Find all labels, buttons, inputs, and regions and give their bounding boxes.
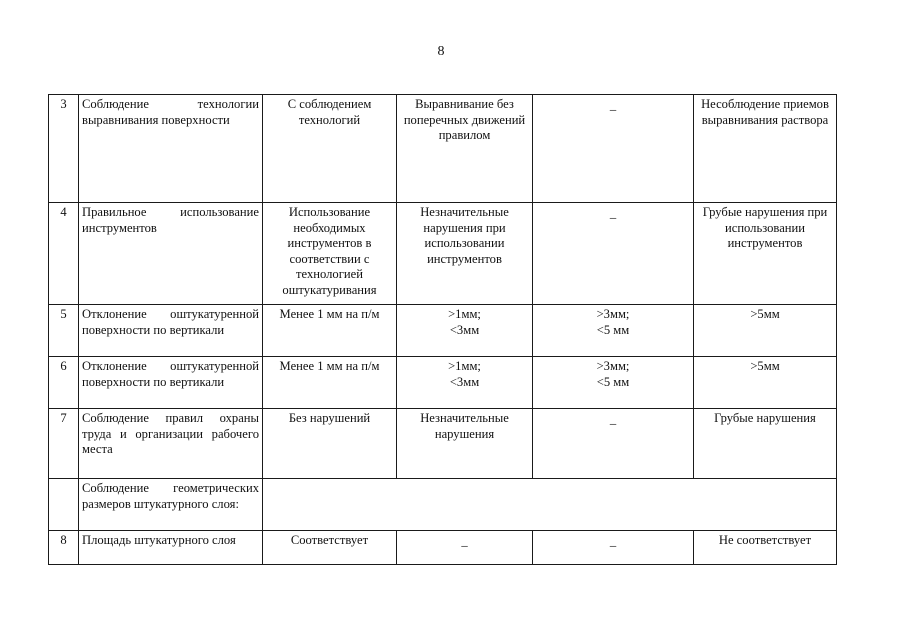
table-row bbox=[49, 479, 837, 531]
unsatisfactory-cell: Не соответствует bbox=[694, 531, 837, 565]
unsatisfactory-cell: Грубые нарушения bbox=[694, 409, 837, 479]
criterion-cell: Правильное использование инструментов bbox=[79, 203, 263, 305]
criterion-cell: Отклонение оштукатуренной поверхности по вертикали bbox=[79, 305, 263, 357]
criterion-cell: Площадь штукатурного слоя bbox=[79, 531, 263, 565]
satisfactory-line-upper: >3мм; bbox=[596, 307, 630, 321]
good-cell bbox=[397, 531, 533, 565]
criterion-cell: Отклонение оштукатуренной поверхности по вертикали bbox=[79, 357, 263, 409]
satisfactory-cell bbox=[533, 95, 694, 203]
good-line-lower: <3мм bbox=[449, 322, 480, 337]
good-cell: Незначительные нарушения bbox=[397, 409, 533, 479]
excellent-cell: С соблюдением технологий bbox=[263, 95, 397, 203]
row-number bbox=[49, 479, 79, 531]
satisfactory-cell bbox=[533, 409, 694, 479]
satisfactory-cell bbox=[533, 357, 694, 409]
satisfactory-cell bbox=[533, 203, 694, 305]
good-line-upper: >1мм; bbox=[448, 359, 481, 373]
table-row bbox=[49, 531, 837, 565]
good-line-lower: <3мм bbox=[449, 374, 480, 389]
criterion-cell: Соблюдение технологии выравнивания поверхности bbox=[79, 95, 263, 203]
satisfactory-line-lower: <5 мм bbox=[596, 322, 630, 337]
good-cell: Незначительные нарушения при использовании инструментов bbox=[397, 203, 533, 305]
table-row bbox=[49, 203, 837, 305]
table-row bbox=[49, 305, 837, 357]
criterion-cell: Соблюдение правил охраны труда и организации рабочего места bbox=[79, 409, 263, 479]
satisfactory-cell bbox=[533, 531, 694, 565]
row-number: 4 bbox=[49, 203, 79, 305]
dash-mark: _ bbox=[609, 534, 617, 548]
excellent-cell: Соответствует bbox=[263, 531, 397, 565]
satisfactory-line-upper: >3мм; bbox=[596, 359, 630, 373]
row-number: 5 bbox=[49, 305, 79, 357]
excellent-cell: Менее 1 мм на п/м bbox=[263, 305, 397, 357]
row-number: 6 bbox=[49, 357, 79, 409]
table-row bbox=[49, 357, 837, 409]
merged-empty-cell bbox=[263, 479, 837, 531]
assessment-criteria-table bbox=[48, 94, 837, 565]
page-number: 8 bbox=[437, 44, 445, 59]
good-cell bbox=[397, 305, 533, 357]
good-line-upper: >1мм; bbox=[448, 307, 481, 321]
good-cell bbox=[397, 357, 533, 409]
dash-mark: _ bbox=[609, 206, 617, 220]
excellent-cell: Использование необходимых инструментов в соответствии с технологией оштукатуривания bbox=[263, 203, 397, 305]
table-row bbox=[49, 95, 837, 203]
unsatisfactory-cell: Грубые нарушения при использовании инструментов bbox=[694, 203, 837, 305]
dash-mark: _ bbox=[461, 534, 468, 548]
row-number: 3 bbox=[49, 95, 79, 203]
unsatisfactory-cell: Несоблюдение приемов выравнивания раствора bbox=[694, 95, 837, 203]
satisfactory-line-lower: <5 мм bbox=[596, 374, 630, 389]
criterion-cell: Соблюдение геометрических размеров штукатурного слоя: bbox=[79, 479, 263, 531]
excellent-cell: Менее 1 мм на п/м bbox=[263, 357, 397, 409]
good-cell: Выравнивание без поперечных движений правилом bbox=[397, 95, 533, 203]
unsatisfactory-cell: >5мм bbox=[694, 305, 837, 357]
dash-mark: _ bbox=[609, 412, 617, 426]
unsatisfactory-cell: >5мм bbox=[694, 357, 837, 409]
satisfactory-cell bbox=[533, 305, 694, 357]
table-row bbox=[49, 409, 837, 479]
dash-mark: _ bbox=[609, 98, 617, 112]
row-number: 8 bbox=[49, 531, 79, 565]
excellent-cell: Без нарушений bbox=[263, 409, 397, 479]
row-number: 7 bbox=[49, 409, 79, 479]
